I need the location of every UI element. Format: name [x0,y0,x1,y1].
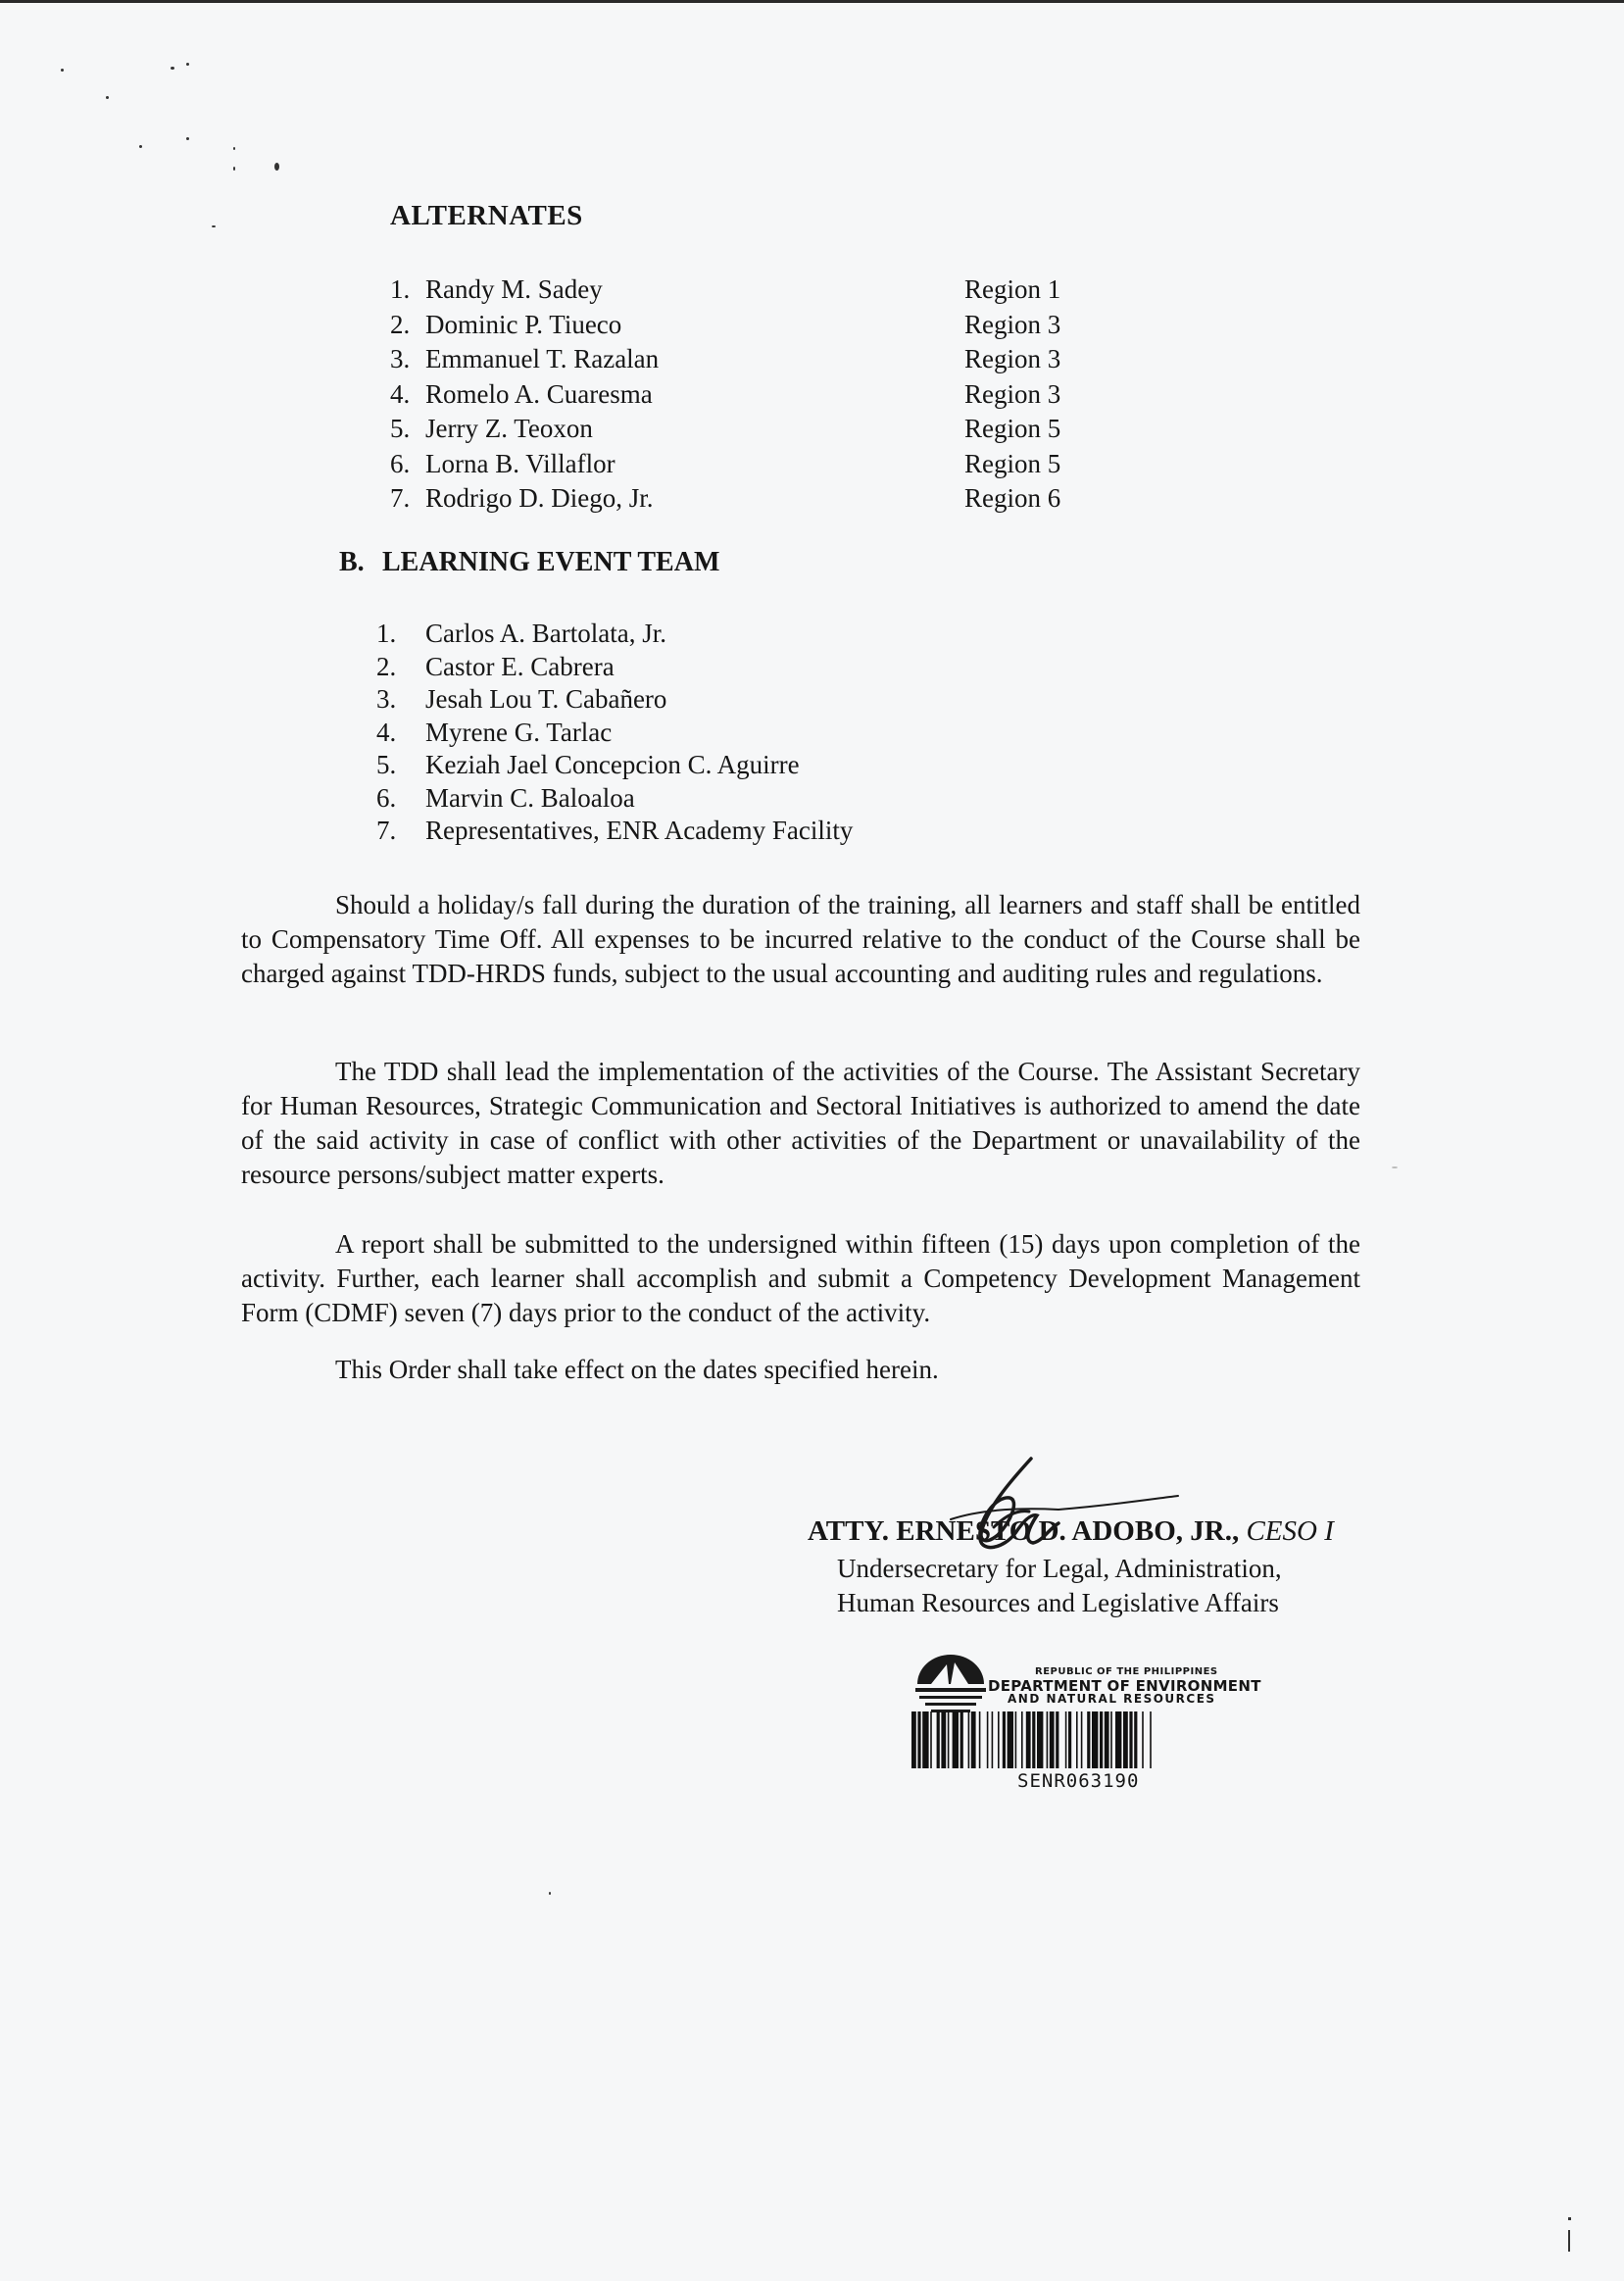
item-number: 1. [376,619,397,648]
implementation-paragraph: The TDD shall lead the implementation of the activities of the Course. The Assistant Secretary for Human Resources, Strategic Communication and Sectoral Initiatives is authorized to amend the date of the said activity in case of conflict with other activities of the Department or unavailability of the resource persons/subject matter experts. [241,1057,1360,1189]
barcode-bar [1068,1711,1071,1768]
list-item [376,651,853,684]
barcode-bar [1092,1711,1098,1768]
list-item [376,782,853,816]
team-member-name: Castor E. Cabrera [425,651,615,681]
alternate-name: Lorna B. Villaflor [425,448,615,478]
section-title: LEARNING EVENT TEAM [382,547,720,577]
team-member-name: Marvin C. Baloaloa [425,782,635,813]
team-member-name: Representatives, ENR Academy Facility [425,816,854,845]
barcode-bar [960,1711,963,1768]
team-member-name: Myrene G. Tarlac [425,717,613,747]
handwritten-signature [921,1451,1196,1568]
alternate-region: Region 3 [964,378,1061,409]
barcode-bar [1129,1711,1132,1768]
barcode-bar [930,1711,932,1768]
signatory-title-line2: Human Resources and Legislative Affairs [837,1588,1279,1617]
scan-speck [186,63,189,66]
barcode-bar [948,1711,950,1768]
list-item [376,618,853,651]
barcode-bar [937,1711,940,1768]
report-paragraph: A report shall be submitted to the undersigned within fifteen (15) days upon completion of the activity. Further, each learner shall accomplish and submit a Competency Development Management Form (CDMF) seven (7) days prior to the conduct of the activity. [241,1229,1360,1327]
scan-speck [212,225,216,227]
item-number: 6. [376,782,397,813]
list-item [390,412,1135,447]
scan-speck [549,1892,551,1895]
item-number: 5. [390,414,411,443]
signatory-credential: CESO I [1246,1515,1334,1547]
alternate-name: Emmanuel T. Razalan [425,344,660,373]
barcode-bar [953,1711,959,1768]
item-number: 2. [390,309,411,339]
item-number: 4. [390,378,411,409]
barcode-bar [1150,1711,1152,1768]
barcode-bar [971,1711,976,1768]
item-number: 7. [390,483,411,513]
list-item [390,377,1135,413]
alternate-region: Region 3 [964,309,1061,339]
barcode-bar [911,1711,916,1768]
item-number: 4. [376,717,397,747]
denr-logo-icon [911,1655,990,1719]
item-number: 3. [376,684,397,714]
signatory-full-name: ATTY. ERNESTO D. ADOBO, JR., [808,1515,1240,1547]
alternate-region: Region 1 [964,274,1061,304]
signatory-title-line1: Undersecretary for Legal, Administration, [837,1554,1282,1583]
scan-mark [1568,2230,1570,2252]
item-number: 3. [390,344,411,373]
barcode-bar [1008,1711,1013,1768]
barcode-bar [1015,1711,1017,1768]
barcode-bar [1047,1711,1049,1768]
holiday-paragraph: Should a holiday/s fall during the duration of the training, all learners and staff shall be entitled to Compensatory Time Off. All expenses to be incurred relative to the conduct of the Course shall be charged against TDD-HRDS funds, subject to the usual accounting and auditing rules and regulations. [241,890,1360,988]
scan-speck [274,163,279,171]
barcode-bar [1021,1711,1023,1768]
alternate-name: Rodrigo D. Diego, Jr. [425,483,654,513]
barcode-bar [1050,1711,1055,1768]
list-item [376,749,853,782]
barcode-bar [1123,1711,1128,1768]
scan-speck [171,67,174,70]
barcode-bar [1056,1711,1058,1768]
learning-event-team-heading [339,547,719,578]
barcode-number: SENR063190 [1017,1770,1140,1792]
learning-event-team-list [376,618,853,848]
alternate-region: Region 5 [964,414,1061,443]
list-item [390,342,1135,377]
barcode-bar [998,1711,1000,1768]
barcode-bar [1037,1711,1043,1768]
alternate-region: Region 5 [964,448,1061,478]
barcode-bar [1115,1711,1121,1768]
denr-barcode-stamp [910,1655,1282,1802]
item-number: 7. [376,816,397,845]
scan-speck [106,96,109,99]
barcode-bar [1100,1711,1103,1768]
list-item [376,683,853,717]
scan-speck [1392,1166,1398,1168]
alternate-name: Dominic P. Tiueco [425,309,622,339]
barcode-bar [987,1711,989,1768]
item-number: 6. [390,448,411,478]
alternate-region: Region 3 [964,344,1061,373]
barcode [911,1711,1278,1768]
alternate-name: Randy M. Sadey [425,274,603,304]
list-item [390,481,1135,517]
alternates-list [390,273,1135,517]
list-item [390,447,1135,482]
list-item [390,308,1135,343]
barcode-bar [1110,1711,1112,1768]
stamp-department-text: DEPARTMENT OF ENVIRONMENT [988,1677,1261,1695]
item-number: 1. [390,274,411,304]
list-item [376,815,853,848]
alternates-heading: ALTERNATES [390,200,583,231]
scan-speck [139,145,142,148]
barcode-bar [979,1711,981,1768]
scan-speck [186,137,189,140]
list-item [390,273,1135,308]
scan-speck [233,167,235,171]
barcode-bar [1087,1711,1090,1768]
alternate-name: Jerry Z. Teoxon [425,414,593,443]
barcode-bar [1003,1711,1006,1768]
scan-mark [1568,2217,1571,2220]
barcode-bar [1026,1711,1031,1768]
scan-edge [0,0,1624,3]
item-number: 2. [376,651,397,681]
barcode-bar [992,1711,994,1768]
barcode-bar [1142,1711,1144,1768]
scan-speck [61,69,64,72]
barcode-bar [1105,1711,1109,1768]
barcode-bar [941,1711,946,1768]
section-letter: B. [339,547,365,577]
barcode-bar [1081,1711,1083,1768]
team-member-name: Jesah Lou T. Cabañero [425,684,667,714]
stamp-republic-text: REPUBLIC OF THE PHILIPPINES [1035,1666,1218,1677]
team-member-name: Keziah Jael Concepcion C. Aguirre [425,750,800,779]
scan-speck [233,147,235,150]
effect-paragraph: This Order shall take effect on the dates specified herein. [335,1355,939,1384]
alternate-name: Romelo A. Cuaresma [425,378,653,409]
barcode-bar [1076,1711,1078,1768]
item-number: 5. [376,750,397,779]
list-item [376,717,853,750]
barcode-bar [917,1711,920,1768]
barcode-bar [1065,1711,1067,1768]
team-member-name: Carlos A. Bartolata, Jr. [425,619,666,648]
barcode-bar [922,1711,928,1768]
barcode-bar [1032,1711,1035,1768]
stamp-resources-text: AND NATURAL RESOURCES [1008,1692,1216,1706]
alternate-region: Region 6 [964,483,1061,513]
barcode-bar [968,1711,970,1768]
barcode-bar [1134,1711,1137,1768]
